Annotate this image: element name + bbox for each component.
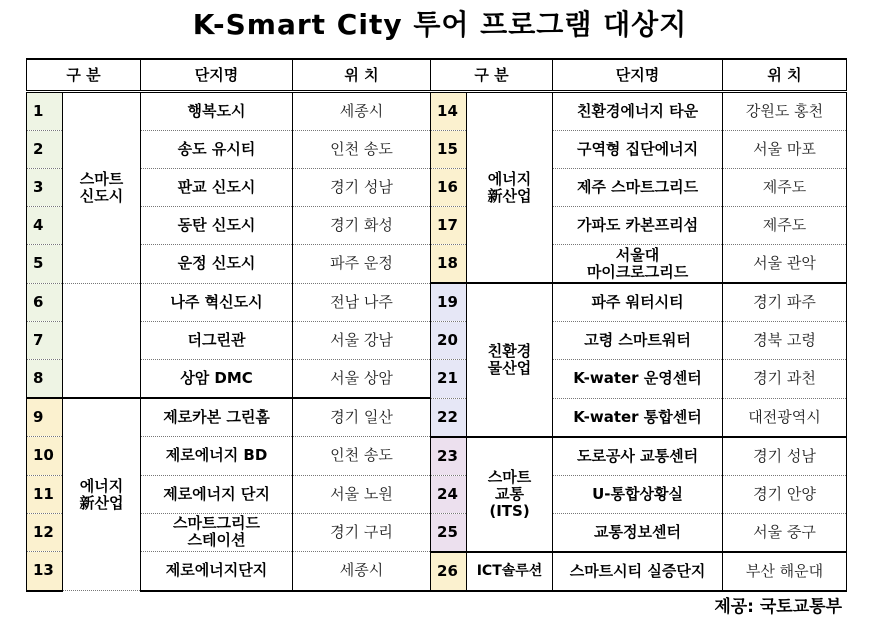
site-location: 파주 운정 <box>293 245 431 284</box>
row-number: 2 <box>27 131 63 169</box>
table-row <box>27 398 847 437</box>
row-number: 6 <box>27 283 63 322</box>
table-row <box>27 552 847 591</box>
header-location-right: 위 치 <box>723 59 847 92</box>
row-number: 4 <box>27 207 63 245</box>
site-name: 도로공사 교통센터 <box>553 437 723 476</box>
header-group-right: 구 분 <box>431 59 553 92</box>
table-row <box>27 513 847 552</box>
site-name: 판교 신도시 <box>141 169 293 207</box>
table-row <box>27 475 847 513</box>
header-name-right: 단지명 <box>553 59 723 92</box>
site-location: 전남 나주 <box>293 283 431 322</box>
site-location: 세종시 <box>293 92 431 131</box>
row-number: 8 <box>27 360 63 399</box>
row-number: 7 <box>27 322 63 360</box>
site-name: 제주 스마트그리드 <box>553 169 723 207</box>
site-name-text: 스마트그리드 스테이션 <box>173 514 260 550</box>
source-credit: 제공: 국토교통부 <box>714 597 842 617</box>
site-location: 경기 과천 <box>723 360 847 399</box>
site-name: 동탄 신도시 <box>141 207 293 245</box>
site-location: 경기 화성 <box>293 207 431 245</box>
row-number: 14 <box>431 92 467 131</box>
site-location: 서울 중구 <box>723 513 847 552</box>
site-name: 송도 유시티 <box>141 131 293 169</box>
site-location: 서울 마포 <box>723 131 847 169</box>
site-location: 서울 노원 <box>293 475 431 513</box>
site-name: K-water 통합센터 <box>553 398 723 437</box>
group-label: 에너지 新산업 <box>79 476 124 512</box>
site-name: 구역형 집단에너지 <box>553 131 723 169</box>
group-label: 에너지 新산업 <box>487 169 532 205</box>
table-row <box>27 360 847 399</box>
table-row <box>27 437 847 476</box>
row-number: 22 <box>431 398 467 437</box>
group-smart-newtown <box>63 92 141 284</box>
site-name: 제로에너지 단지 <box>141 475 293 513</box>
row-number: 5 <box>27 245 63 284</box>
header-row <box>27 59 847 92</box>
row-number: 21 <box>431 360 467 399</box>
row-number: 24 <box>431 475 467 513</box>
row-number: 26 <box>431 552 467 591</box>
site-name: 더그린관 <box>141 322 293 360</box>
group-smart-traffic <box>467 437 553 552</box>
site-location: 경기 일산 <box>293 398 431 437</box>
table-row <box>27 322 847 360</box>
row-number: 17 <box>431 207 467 245</box>
table-row <box>27 245 847 284</box>
site-location: 경기 안양 <box>723 475 847 513</box>
row-number: 18 <box>431 245 467 284</box>
row-number: 10 <box>27 437 63 476</box>
table-row <box>27 283 847 322</box>
header-location-left: 위 치 <box>293 59 431 92</box>
group-smart-newtown-cont <box>63 283 141 398</box>
group-eco-water <box>467 283 553 437</box>
group-energy-right <box>467 92 553 284</box>
site-name: 제로에너지 BD <box>141 437 293 476</box>
site-name: 제로카본 그린홈 <box>141 398 293 437</box>
row-number: 23 <box>431 437 467 476</box>
site-name: 가파도 카본프리섬 <box>553 207 723 245</box>
row-number: 12 <box>27 513 63 552</box>
site-name: 상암 DMC <box>141 360 293 399</box>
row-number: 1 <box>27 92 63 131</box>
site-name: 스마트시티 실증단지 <box>553 552 723 591</box>
site-location: 강원도 홍천 <box>723 92 847 131</box>
row-number: 20 <box>431 322 467 360</box>
site-location: 인천 송도 <box>293 131 431 169</box>
site-location: 서울 강남 <box>293 322 431 360</box>
site-name <box>553 245 723 284</box>
page-title: K-Smart City 투어 프로그램 대상지 <box>192 8 688 41</box>
site-location: 서울 관악 <box>723 245 847 284</box>
site-location: 제주도 <box>723 207 847 245</box>
row-number: 11 <box>27 475 63 513</box>
row-number: 25 <box>431 513 467 552</box>
site-name: U-통합상황실 <box>553 475 723 513</box>
site-name: 교통정보센터 <box>553 513 723 552</box>
site-location: 대전광역시 <box>723 398 847 437</box>
table-row <box>27 169 847 207</box>
site-location: 세종시 <box>293 552 431 591</box>
row-number: 15 <box>431 131 467 169</box>
site-name-text: 서울대 마이크로그리드 <box>586 245 689 281</box>
row-number: 19 <box>431 283 467 322</box>
row-number: 13 <box>27 552 63 591</box>
group-label: 친환경 물산업 <box>487 341 532 377</box>
site-location: 경기 성남 <box>723 437 847 476</box>
site-location: 인천 송도 <box>293 437 431 476</box>
site-name: 제로에너지단지 <box>141 552 293 591</box>
row-number: 3 <box>27 169 63 207</box>
table-row <box>27 92 847 131</box>
group-label: 스마트 신도시 <box>79 169 124 205</box>
site-name: 행복도시 <box>141 92 293 131</box>
site-name: 나주 혁신도시 <box>141 283 293 322</box>
program-sites-table <box>26 58 847 592</box>
site-name <box>141 245 293 284</box>
group-ict-solution: ICT솔루션 <box>467 552 553 591</box>
site-name: 파주 워터시티 <box>553 283 723 322</box>
table-row <box>27 131 847 169</box>
site-name-text: 운정 신도시 <box>177 254 256 273</box>
group-energy-left <box>63 398 141 591</box>
site-location: 경기 성남 <box>293 169 431 207</box>
row-number: 16 <box>431 169 467 207</box>
header-group-left: 구 분 <box>27 59 141 92</box>
site-name: 고령 스마트워터 <box>553 322 723 360</box>
site-name: K-water 운영센터 <box>553 360 723 399</box>
header-name-left: 단지명 <box>141 59 293 92</box>
site-location: 제주도 <box>723 169 847 207</box>
group-label: 스마트 교통 (ITS) <box>487 467 532 520</box>
site-location: 경기 파주 <box>723 283 847 322</box>
site-location: 부산 해운대 <box>723 552 847 591</box>
row-number: 9 <box>27 398 63 437</box>
site-name <box>141 513 293 552</box>
site-name: 친환경에너지 타운 <box>553 92 723 131</box>
site-location: 경북 고령 <box>723 322 847 360</box>
table-row <box>27 207 847 245</box>
site-location: 경기 구리 <box>293 513 431 552</box>
site-location: 서울 상암 <box>293 360 431 399</box>
